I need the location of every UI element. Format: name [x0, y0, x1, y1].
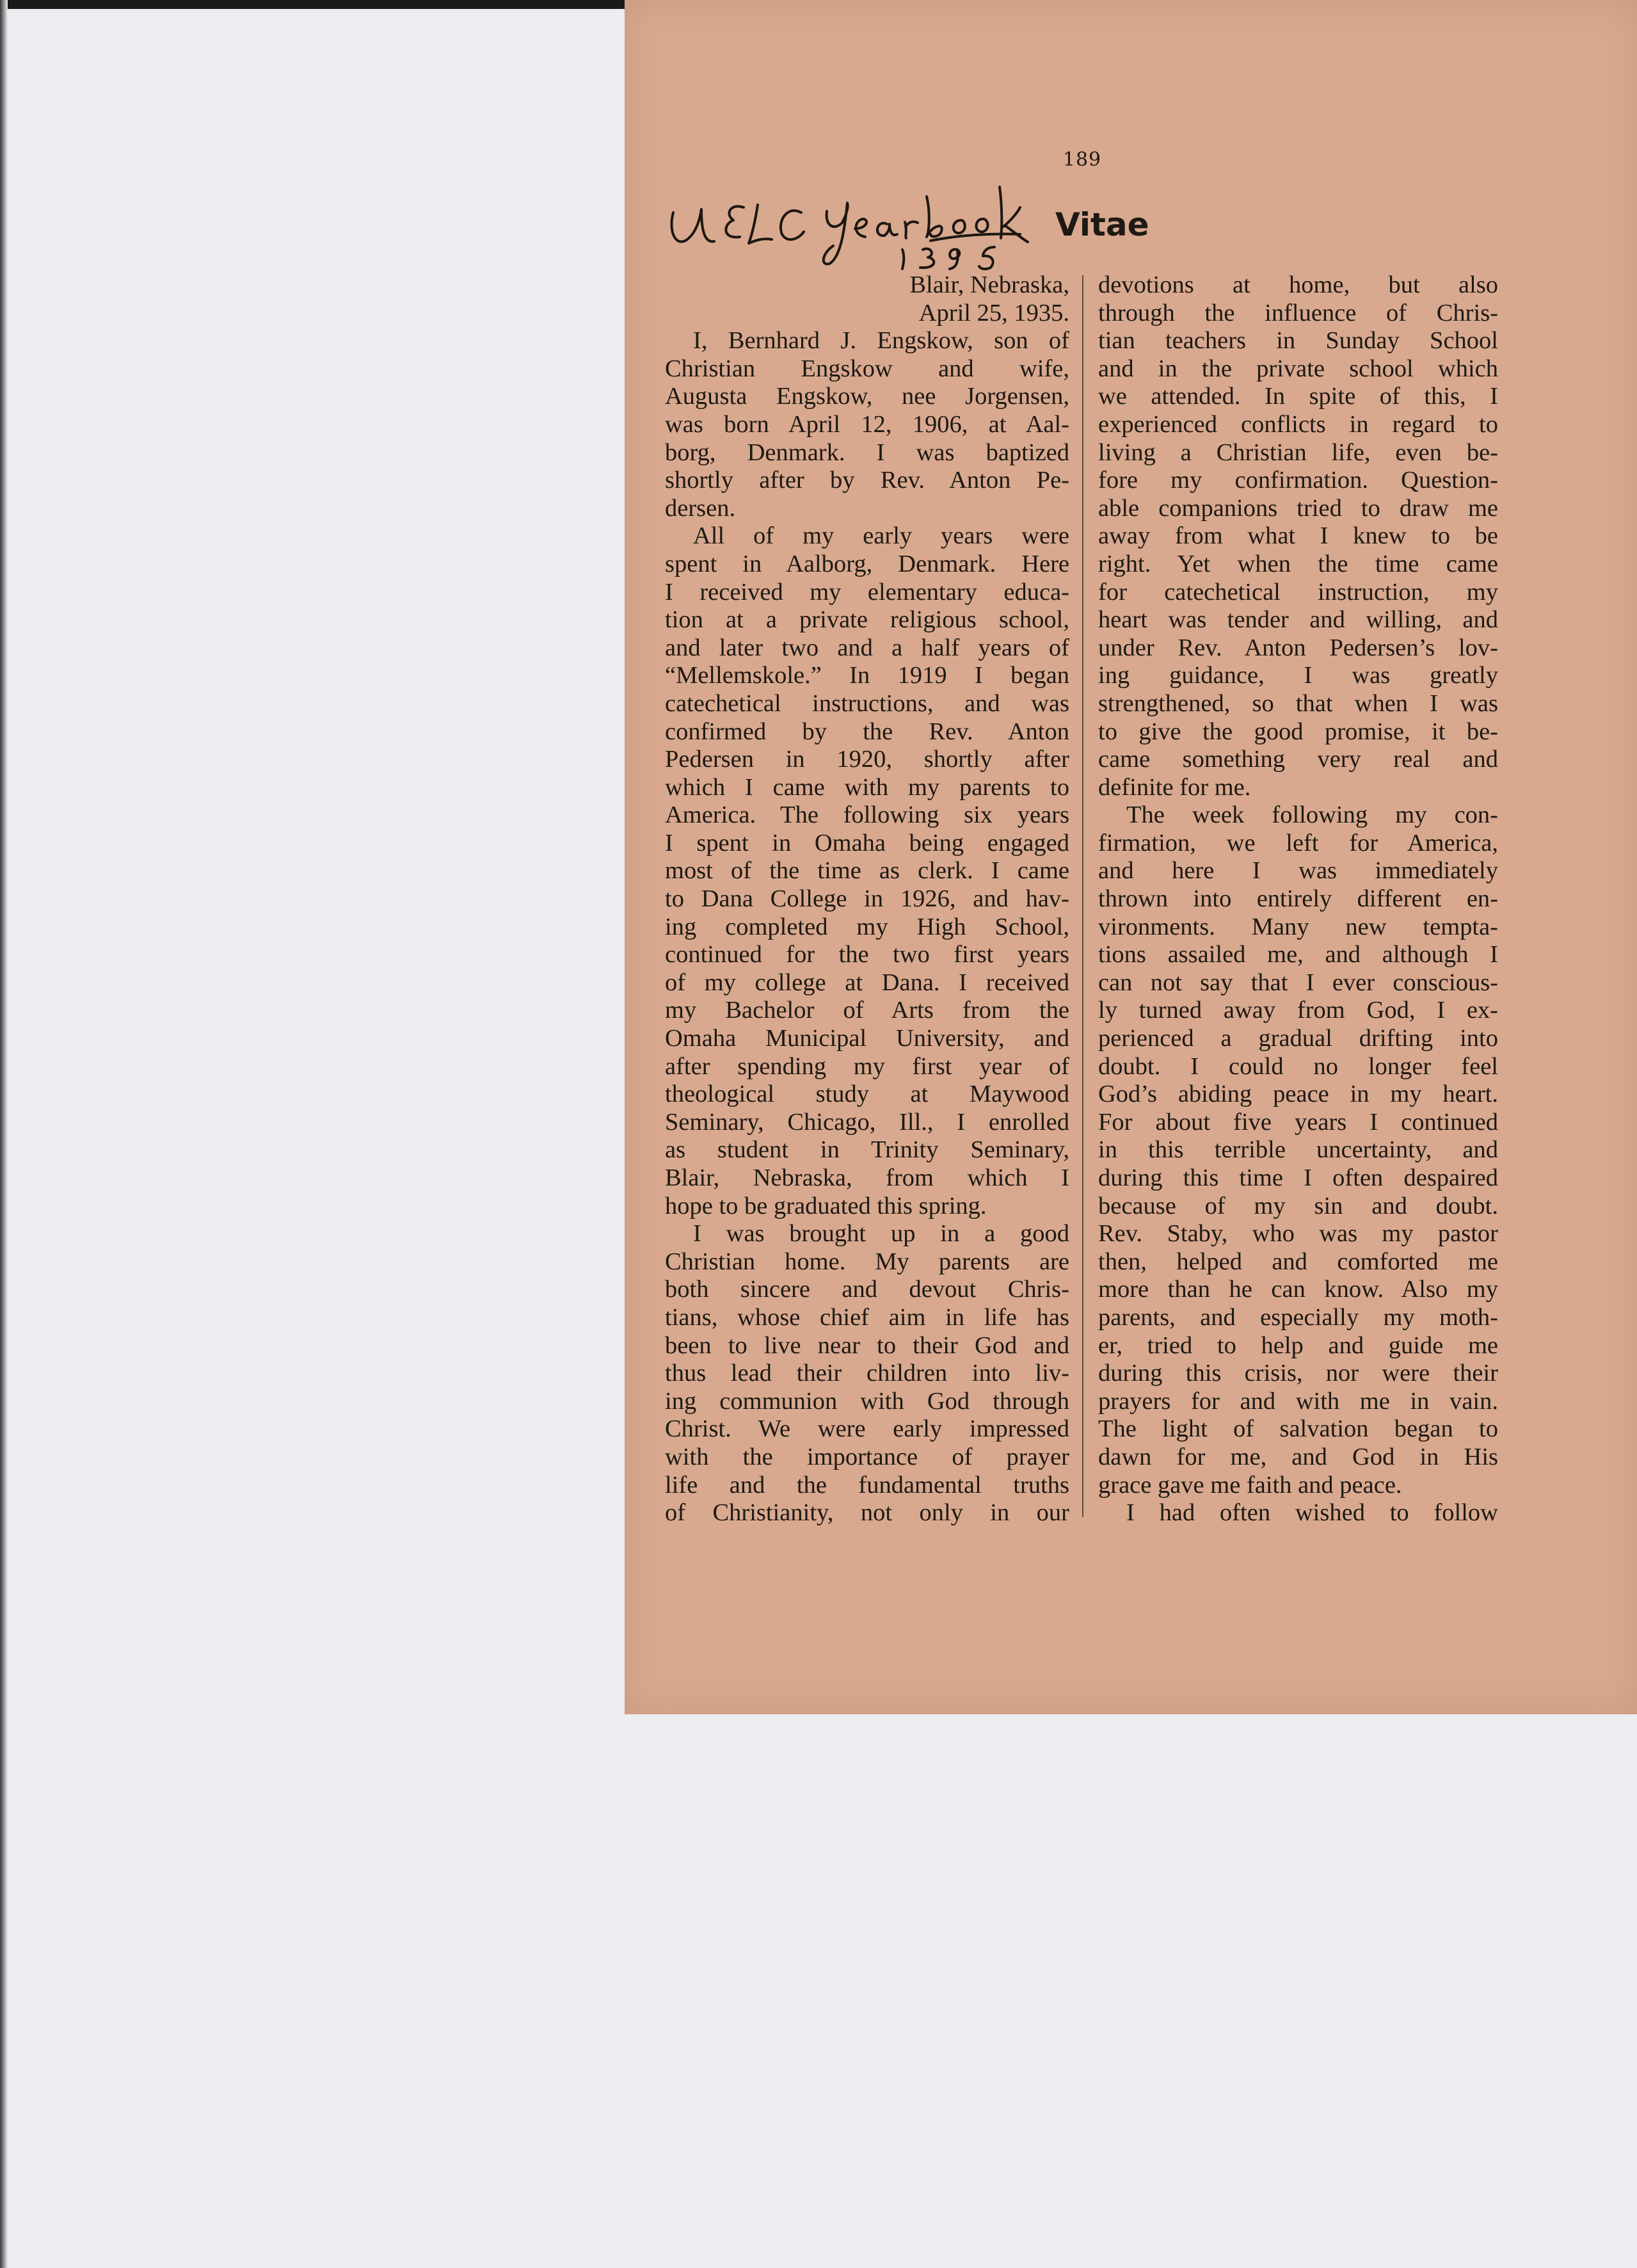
text-line: in this terrible uncertainty, and: [1098, 1136, 1498, 1164]
column-left: [665, 271, 1069, 1527]
text-line: of my college at Dana. I received: [665, 969, 1069, 996]
text-line: we attended. In spite of this, I: [1098, 383, 1498, 410]
text-line: life and the fundamental truths: [665, 1471, 1069, 1499]
yearbook-page: [625, 0, 1637, 1714]
page-title: Vitae: [1055, 206, 1149, 243]
text-line: I had often wished to follow: [1126, 1499, 1498, 1527]
text-line: of Christianity, not only in our: [665, 1499, 1069, 1527]
text-line: during this crisis, nor were their: [1098, 1360, 1498, 1387]
text-line: grace gave me faith and peace.: [1098, 1471, 1402, 1499]
text-line: away from what I knew to be: [1098, 522, 1498, 550]
text-line: ing completed my High School,: [665, 913, 1069, 940]
text-line: my Bachelor of Arts from the: [665, 997, 1069, 1024]
text-line: er, tried to help and guide me: [1098, 1331, 1498, 1359]
column-right: [1098, 271, 1498, 1527]
text-line: Rev. Staby, who was my pastor: [1098, 1220, 1498, 1248]
text-line: under Rev. Anton Pedersen’s lov-: [1098, 634, 1498, 661]
text-line: Christian home. My parents are: [665, 1248, 1069, 1275]
text-line: tians, whose chief aim in life has: [665, 1303, 1069, 1331]
text-line: and here I was immediately: [1098, 857, 1498, 885]
text-line: Christ. We were early impressed: [665, 1415, 1069, 1443]
text-line: I was brought up in a good: [693, 1220, 1069, 1248]
text-line: Seminary, Chicago, Ill., I enrolled: [665, 1108, 1069, 1136]
text-line: Pedersen in 1920, shortly after: [665, 746, 1069, 773]
text-line: ing communion with God through: [665, 1387, 1069, 1415]
text-line: dawn for me, and God in His: [1098, 1443, 1498, 1470]
text-line: theological study at Maywood: [665, 1081, 1069, 1108]
text-line: strengthened, so that when I was: [1098, 689, 1498, 717]
text-line: God’s abiding peace in my heart.: [1098, 1081, 1498, 1108]
scan-edge-left: [0, 0, 8, 2268]
text-line: to give the good promise, it be-: [1098, 718, 1498, 745]
text-line: living a Christian life, even be-: [1098, 438, 1498, 466]
text-line: For about five years I continued: [1098, 1108, 1498, 1136]
text-line: through the influence of Chris-: [1098, 299, 1498, 326]
text-line: tion at a private religious school,: [665, 606, 1069, 634]
text-line: tions assailed me, and although I: [1098, 941, 1498, 969]
text-line: doubt. I could no longer feel: [1098, 1052, 1498, 1080]
text-line: ing guidance, I was greatly: [1098, 662, 1498, 689]
text-line: after spending my first year of: [665, 1052, 1069, 1080]
text-line: to Dana College in 1926, and hav-: [665, 885, 1069, 913]
text-line: fore my confirmation. Question-: [1098, 467, 1498, 494]
text-line: perienced a gradual drifting into: [1098, 1025, 1498, 1052]
text-line: then, helped and comforted me: [1098, 1248, 1498, 1275]
text-line: All of my early years were: [693, 522, 1069, 550]
text-line: spent in Aalborg, Denmark. Here: [665, 550, 1069, 577]
text-line: shortly after by Rev. Anton Pe-: [665, 467, 1069, 494]
dateline-place: Blair, Nebraska,: [909, 271, 1069, 298]
text-line: Christian Engskow and wife,: [665, 355, 1069, 382]
text-line: I spent in Omaha being engaged: [665, 829, 1069, 857]
text-line: Omaha Municipal University, and: [665, 1025, 1069, 1052]
text-line: more than he can know. Also my: [1098, 1276, 1498, 1303]
text-line: as student in Trinity Seminary,: [665, 1136, 1069, 1164]
text-line: The week following my con-: [1126, 801, 1498, 829]
text-line: which I came with my parents to: [665, 773, 1069, 801]
text-line: I, Bernhard J. Engskow, son of: [693, 327, 1069, 355]
text-line: Augusta Engskow, nee Jorgensen,: [665, 383, 1069, 410]
column-divider: [1082, 275, 1083, 1517]
text-line: was born April 12, 1906, at Aal-: [665, 410, 1069, 438]
text-line: firmation, we left for America,: [1098, 829, 1498, 857]
text-line: borg, Denmark. I was baptized: [665, 438, 1069, 466]
text-line: parents, and especially my moth-: [1098, 1303, 1498, 1331]
text-line: continued for the two first years: [665, 941, 1069, 969]
text-line: prayers for and with me in vain.: [1098, 1387, 1498, 1415]
text-line: ly turned away from God, I ex-: [1098, 997, 1498, 1024]
text-line: both sincere and devout Chris-: [665, 1276, 1069, 1303]
text-line: with the importance of prayer: [665, 1443, 1069, 1470]
text-line: catechetical instructions, and was: [665, 689, 1069, 717]
text-line: most of the time as clerk. I came: [665, 857, 1069, 885]
text-line: I received my elementary educa-: [665, 578, 1069, 606]
text-line: tian teachers in Sunday School: [1098, 327, 1498, 355]
text-line: definite for me.: [1098, 773, 1251, 801]
text-line: came something very real and: [1098, 746, 1498, 773]
text-line: Blair, Nebraska, from which I: [665, 1164, 1069, 1191]
text-line: experienced conflicts in regard to: [1098, 410, 1498, 438]
text-line: confirmed by the Rev. Anton: [665, 718, 1069, 745]
text-line: because of my sin and doubt.: [1098, 1192, 1498, 1219]
text-line: devotions at home, but also: [1098, 271, 1498, 298]
text-line: able companions tried to draw me: [1098, 494, 1498, 522]
text-line: during this time I often despaired: [1098, 1164, 1498, 1191]
text-line: hope to be graduated this spring.: [665, 1192, 987, 1219]
text-line: thrown into entirely different en-: [1098, 885, 1498, 913]
text-line: dersen.: [665, 494, 736, 522]
text-line: thus lead their children into liv-: [665, 1360, 1069, 1387]
text-line: and in the private school which: [1098, 355, 1498, 382]
page-number: 189: [1062, 149, 1102, 171]
text-line: heart was tender and willing, and: [1098, 606, 1498, 634]
text-line: vironments. Many new tempta-: [1098, 913, 1498, 940]
text-line: right. Yet when the time came: [1098, 550, 1498, 577]
text-line: America. The following six years: [665, 801, 1069, 829]
text-line: for catechetical instruction, my: [1098, 578, 1498, 606]
handwritten-note: [662, 168, 1033, 277]
dateline-date: April 25, 1935.: [918, 299, 1069, 326]
text-line: and later two and a half years of: [665, 634, 1069, 661]
text-line: The light of salvation began to: [1098, 1415, 1498, 1443]
text-line: been to live near to their God and: [665, 1331, 1069, 1359]
text-line: “Mellemskole.” In 1919 I began: [665, 662, 1069, 689]
text-line: can not say that I ever conscious-: [1098, 969, 1498, 996]
